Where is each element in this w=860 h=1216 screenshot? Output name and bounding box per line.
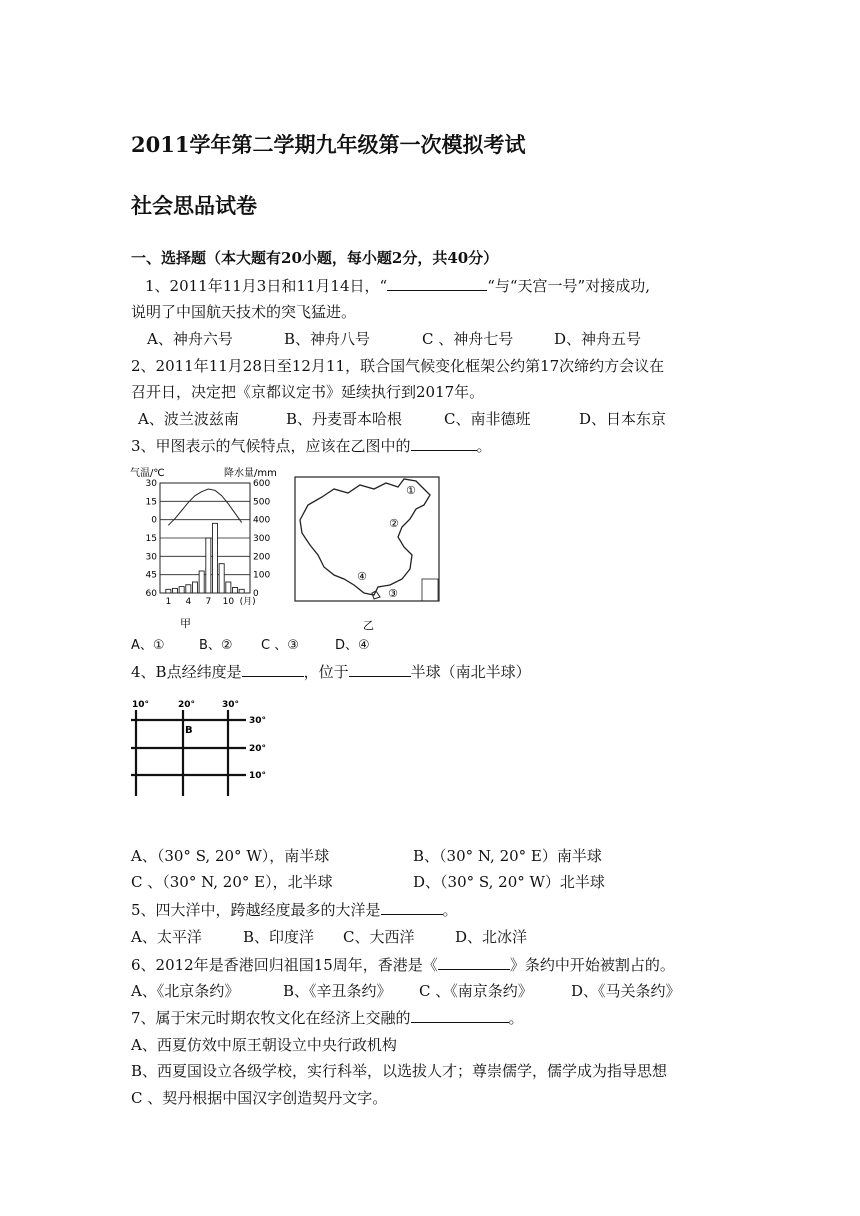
grid-top-2: 20°: [178, 700, 196, 710]
q7-text: 7、属于宋元时期农牧文化在经济上交融的: [131, 1009, 411, 1027]
precip-bar: [192, 582, 197, 593]
page-title: 2011学年第二学期九年级第一次模拟考试: [131, 132, 526, 157]
q1-text-b: “与“天宫一号”对接成功,: [487, 277, 650, 295]
left-ticks: [146, 479, 158, 599]
grid-right-3: 10°: [249, 771, 267, 781]
x-tick: (月): [239, 597, 256, 607]
right-tick: 300: [253, 534, 271, 544]
precip-bar: [232, 588, 237, 594]
right-tick: 600: [253, 479, 271, 489]
q1-option-d: D、神舟五号: [554, 330, 642, 348]
page-subtitle: 社会思品试卷: [131, 193, 257, 218]
q7-option-c: C 、契丹根据中国汉字创造契丹文字。: [131, 1089, 388, 1107]
x-tick: 7: [205, 597, 212, 607]
q1-line1: [145, 276, 650, 296]
map-frame: [295, 477, 439, 601]
q3-text: 3、甲图表示的气候特点，应该在乙图中的: [131, 437, 411, 455]
q7-line: [131, 1008, 524, 1028]
q3-options: [131, 636, 370, 656]
section-heading: 一、选择题（本大题有20小题，每小题2分，共40分）: [131, 249, 499, 267]
q7-blank: [411, 1008, 509, 1023]
q4-line: [131, 662, 531, 682]
q6-option-b: B、《辛丑条约》: [283, 982, 392, 1000]
point-b: B: [185, 725, 193, 736]
q1-option-c: C 、神舟七号: [422, 330, 514, 348]
q5-line: [131, 900, 458, 920]
right-tick: 0: [253, 589, 259, 599]
q5-option-b: B、印度洋: [243, 928, 315, 946]
q6-text-a: 6、2012年是香港回归祖国15周年，香港是《: [131, 956, 438, 974]
map-mark-3: ③: [388, 587, 398, 600]
q5-text-end: 。: [442, 901, 458, 919]
left-tick: 15: [145, 534, 157, 544]
precip-bar: [226, 582, 231, 593]
map-mark-2: ②: [389, 517, 399, 530]
q5-options: [131, 927, 527, 947]
right-tick: 500: [253, 497, 271, 508]
map-mark-4: ④: [357, 570, 367, 583]
q1-text-a: 1、2011年11月3日和11月14日，“: [145, 277, 388, 295]
grid-right-1: 30°: [249, 716, 267, 726]
right-tick: 400: [253, 515, 271, 526]
q4-blank-1: [242, 662, 304, 677]
x-tick: 1: [165, 597, 172, 607]
map-mark-1: ①: [406, 484, 416, 497]
q4-text-c: 半球（南北半球）: [410, 663, 531, 681]
q3-text-end: 。: [476, 437, 492, 455]
q3-blank: [411, 436, 477, 451]
q7-option-a: A、西夏仿效中原王朝设立中央行政机构: [131, 1036, 397, 1054]
q6-blank: [438, 955, 510, 970]
right-tick: 200: [253, 552, 271, 563]
precip-bar: [199, 571, 204, 593]
q5-option-d: D、北冰洋: [455, 928, 528, 946]
q2-option-d: D、日本东京: [579, 410, 667, 428]
precip-bar: [219, 564, 224, 593]
precip-bar: [166, 589, 171, 593]
q3-option-c: C 、③: [261, 638, 299, 653]
q4-text-a: 4、B点经纬度是: [131, 663, 242, 681]
q1-options: [147, 329, 641, 349]
grid-top-3: 30°: [222, 700, 240, 710]
q2-option-b: B、丹麦哥本哈根: [286, 410, 403, 428]
precip-bar: [172, 588, 177, 593]
grid-right-2: 20°: [249, 744, 267, 754]
china-map: [294, 475, 442, 637]
right-axis-label: 降水量/mm: [224, 468, 277, 479]
left-tick: 0: [151, 515, 157, 526]
q1-blank: [387, 276, 487, 291]
q4-text-b: ，位于: [303, 663, 349, 681]
south-sea-inset: [422, 579, 438, 601]
precip-bar: [239, 589, 244, 593]
q4-options-row2: [131, 872, 605, 892]
q4-option-d: D、（30° S, 20° W）北半球: [413, 873, 605, 891]
grid-top-1: 10°: [132, 700, 150, 710]
q6-option-d: D、《马关条约》: [571, 982, 681, 1000]
precip-bar: [212, 523, 217, 593]
q6-line: [131, 955, 675, 975]
precip-bar: [186, 585, 191, 593]
q3-option-a: A、①: [131, 638, 165, 653]
q7-option-b: B、西夏国设立各级学校，实行科举，以选拔人才；尊崇儒学，儒学成为指导思想: [131, 1062, 668, 1080]
left-tick: 30: [145, 552, 157, 563]
left-tick: 60: [145, 589, 157, 599]
q4-option-c: C 、（30° N, 20° E），北半球: [131, 873, 333, 891]
q4-option-b: B、（30° N, 20° E）南半球: [413, 847, 602, 865]
q3-option-b: B、②: [199, 638, 233, 653]
precip-bar: [179, 587, 184, 593]
x-tick: 4: [185, 597, 192, 607]
q2-line2: 召开日，决定把《京都议定书》延续执行到2017年。: [131, 383, 485, 401]
chart-grid: [160, 483, 250, 593]
q6-option-a: A、《北京条约》: [131, 982, 240, 1000]
q6-option-c: C 、《南京条约》: [419, 982, 533, 1000]
q1-line2: 说明了中国航天技术的突飞猛进。: [131, 303, 357, 321]
q5-option-a: A、太平洋: [131, 928, 202, 946]
x-tick: 10: [222, 597, 235, 607]
q6-options: [131, 981, 681, 1001]
chart-label: 甲: [180, 617, 191, 630]
q5-text: 5、四大洋中，跨越经度最多的大洋是: [131, 901, 381, 919]
x-ticks: [165, 596, 255, 607]
right-ticks: [253, 479, 270, 599]
q3-option-d: D、④: [335, 638, 370, 653]
q4-option-a: A、（30° S, 20° W），南半球: [131, 847, 330, 865]
map-label: 乙: [363, 619, 374, 632]
q6-text-b: 》条约中开始被割占的。: [509, 956, 675, 974]
left-tick: 15: [145, 497, 157, 508]
q2-line1: 2、2011年11月28日至12月11，联合国气候变化框架公约第17次缔约方会议在: [131, 357, 665, 375]
q2-option-a: A、波兰波兹南: [138, 410, 239, 428]
q5-blank: [381, 900, 443, 915]
left-tick: 30: [145, 479, 157, 489]
right-tick: 100: [253, 570, 271, 581]
precip-bars: [166, 523, 244, 593]
q7-text-end: 。: [508, 1009, 524, 1027]
grid-lines: [131, 710, 246, 796]
q5-option-c: C、大西洋: [343, 928, 415, 946]
q1-option-b: B、神舟八号: [284, 330, 371, 348]
q2-option-c: C、南非德班: [444, 410, 531, 428]
latlong-grid: [128, 696, 278, 800]
left-axis-label: 气温/℃: [130, 468, 165, 479]
q2-options: [138, 409, 666, 429]
left-tick: 45: [145, 570, 157, 581]
q4-options-row1: [131, 846, 602, 866]
precip-bar: [206, 538, 211, 593]
q1-option-a: A、神舟六号: [147, 330, 233, 348]
q3-line: [131, 436, 492, 456]
q4-blank-2: [349, 662, 411, 677]
climate-chart: [128, 465, 288, 633]
